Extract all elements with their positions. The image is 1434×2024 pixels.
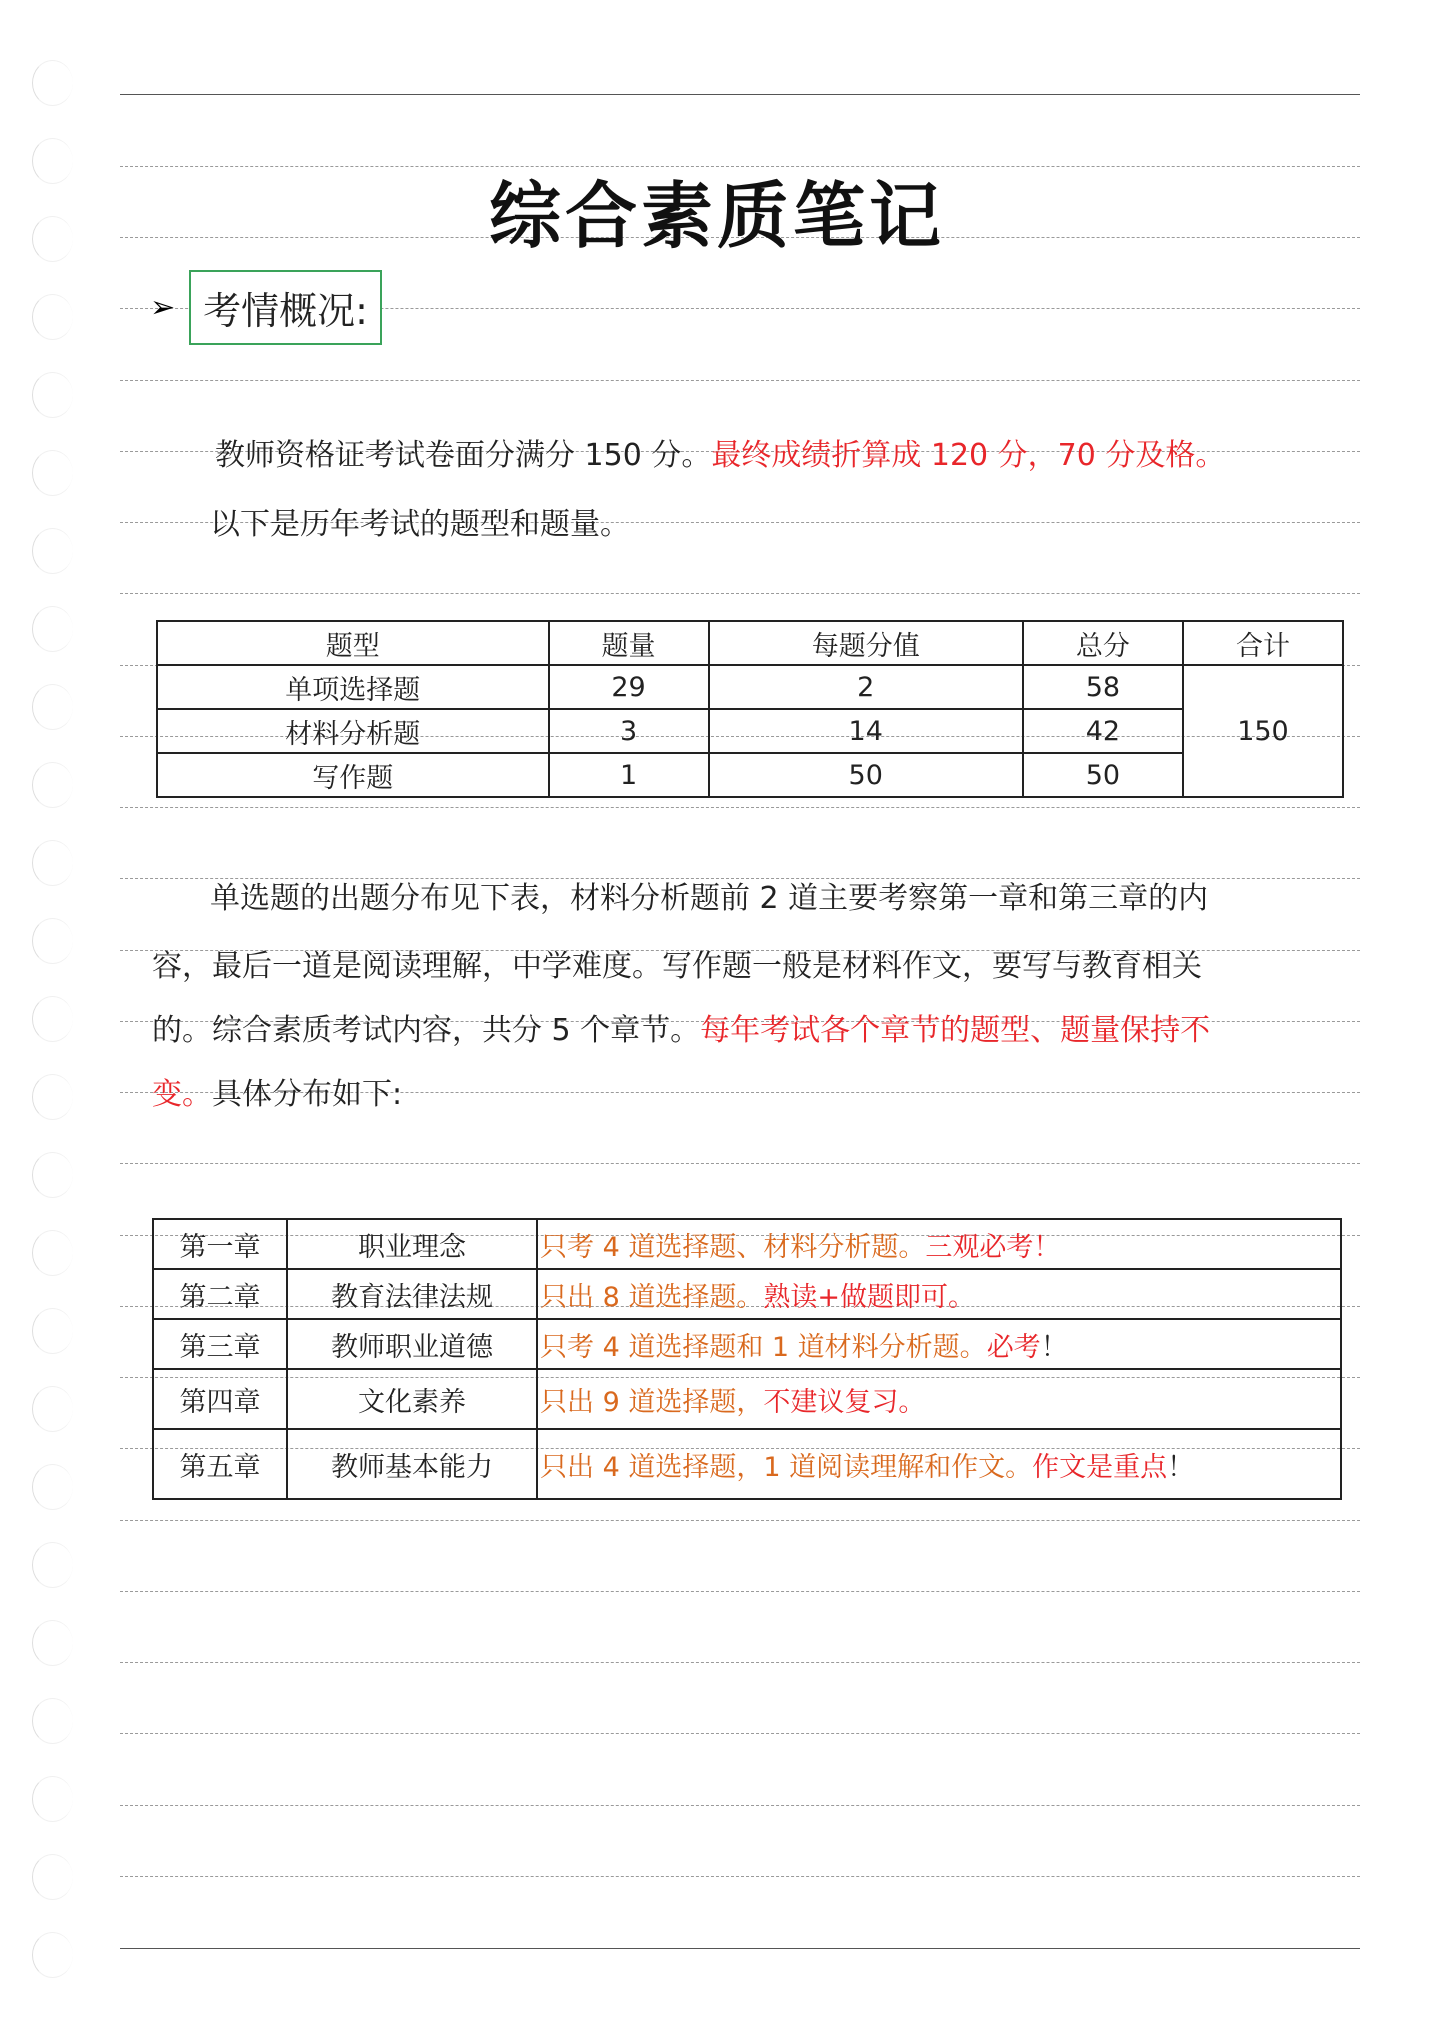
binder-hole [32, 1308, 73, 1354]
binder-hole [32, 996, 73, 1042]
chapter-note-cell [537, 1369, 1341, 1429]
binder-hole [32, 1230, 73, 1276]
table-cell: 50 [1023, 753, 1183, 797]
table-header: 总分 [1023, 621, 1183, 665]
binder-hole [32, 1854, 73, 1900]
chapter-note-cell [537, 1219, 1341, 1269]
bottom-rule [120, 1948, 1360, 1949]
table-header: 题型 [157, 621, 549, 665]
table-cell: 单项选择题 [157, 665, 549, 709]
table-cell: 42 [1023, 709, 1183, 753]
table-cell: 1 [549, 753, 709, 797]
binder-hole [32, 762, 73, 808]
ruled-line [120, 807, 1360, 808]
grand-total-cell: 150 [1183, 665, 1343, 797]
distribution-highlight: 每年考试各个章节的题型、题量保持不 [700, 1013, 1211, 1048]
section-heading [150, 270, 382, 345]
ruled-line [120, 1805, 1360, 1806]
chapter-cell: 第五章 [153, 1429, 287, 1499]
table-cell: 50 [709, 753, 1023, 797]
top-rule [120, 94, 1360, 95]
ruled-line [120, 1876, 1360, 1877]
note-highlight: 作文是重点 [1032, 1451, 1168, 1483]
chapter-note-cell [537, 1269, 1341, 1319]
chapter-name-cell: 职业理念 [287, 1219, 537, 1269]
ruled-line [120, 1591, 1360, 1592]
binder-hole [32, 528, 73, 574]
section-heading-label: 考情概况: [189, 270, 382, 345]
distribution-highlight: 变。 [152, 1077, 212, 1112]
chapter-note-cell [537, 1429, 1341, 1499]
table-cell: 29 [549, 665, 709, 709]
binder-hole [32, 1464, 73, 1510]
ruled-line [120, 1163, 1360, 1164]
intro-text: 教师资格证考试卷面分满分 150 分。 [215, 438, 712, 473]
distribution-line-1: 单选题的出题分布见下表，材料分析题前 2 道主要考察第一章和第三章的内 [210, 881, 1209, 916]
binder-hole [32, 60, 73, 106]
table-row [157, 665, 1343, 709]
table-cell: 58 [1023, 665, 1183, 709]
note-highlight: 不建议复习。 [763, 1386, 926, 1418]
ruled-line [120, 593, 1360, 594]
binder-hole [32, 1932, 73, 1978]
table-cell: 写作题 [157, 753, 549, 797]
page-title: 综合素质笔记 [488, 174, 945, 258]
binder-hole [32, 918, 73, 964]
chapter-cell: 第一章 [153, 1219, 287, 1269]
table-cell: 3 [549, 709, 709, 753]
table-row [153, 1219, 1341, 1269]
table-row [153, 1269, 1341, 1319]
note-text: 只出 8 道选择题。 [540, 1281, 764, 1313]
ruled-line [120, 1733, 1360, 1734]
note-text: 只考 4 道选择题和 1 道材料分析题。 [540, 1331, 987, 1363]
binder-hole [32, 1386, 73, 1432]
binder-hole [32, 606, 73, 652]
table-row [153, 1429, 1341, 1499]
intro-highlight: 最终成绩折算成 120 分，70 分及格。 [711, 438, 1226, 473]
chapter-cell: 第四章 [153, 1369, 287, 1429]
note-tail: ！ [1167, 1451, 1195, 1483]
chapter-name-cell: 教师职业道德 [287, 1319, 537, 1369]
chapter-note-cell [537, 1319, 1341, 1369]
table-cell: 14 [709, 709, 1023, 753]
score-table [156, 620, 1344, 798]
chapter-name-cell: 文化素养 [287, 1369, 537, 1429]
table-row [153, 1369, 1341, 1429]
distribution-line-4 [152, 1077, 403, 1112]
note-highlight: 熟读+做题即可。 [763, 1281, 975, 1313]
binder-hole [32, 684, 73, 730]
ruled-line [120, 1662, 1360, 1663]
table-cell: 2 [709, 665, 1023, 709]
note-highlight: 必考 [986, 1331, 1041, 1363]
table-header-row [157, 621, 1343, 665]
binder-hole [32, 450, 73, 496]
distribution-text: 的。综合素质考试内容，共分 5 个章节。 [152, 1013, 701, 1048]
note-text: 只出 4 道选择题，1 道阅读理解和作文。 [540, 1451, 1033, 1483]
binder-hole [32, 372, 73, 418]
binder-hole [32, 294, 73, 340]
table-row [157, 753, 1343, 797]
chapter-name-cell: 教师基本能力 [287, 1429, 537, 1499]
arrow-bullet-icon: ➢ [150, 290, 176, 325]
intro-line-2: 以下是历年考试的题型和题量。 [210, 507, 630, 542]
binder-hole [32, 840, 73, 886]
binder-hole [32, 1074, 73, 1120]
ruled-line [120, 1520, 1360, 1521]
intro-line-1 [215, 438, 1226, 473]
table-header: 合计 [1183, 621, 1343, 665]
note-text: 只出 9 道选择题， [540, 1386, 764, 1418]
distribution-text: 具体分布如下: [212, 1077, 403, 1112]
binder-hole [32, 1698, 73, 1744]
ruled-line [120, 878, 1360, 879]
binder-hole [32, 1776, 73, 1822]
note-text: 只考 4 道选择题、材料分析题。 [540, 1231, 926, 1263]
binder-hole [32, 1152, 73, 1198]
table-cell: 材料分析题 [157, 709, 549, 753]
table-row [153, 1319, 1341, 1369]
binder-hole [32, 1620, 73, 1666]
note-tail: ！ [1040, 1331, 1068, 1363]
distribution-line-3 [152, 1013, 1211, 1048]
chapter-name-cell: 教育法律法规 [287, 1269, 537, 1319]
chapter-table [152, 1218, 1342, 1500]
chapter-cell: 第二章 [153, 1269, 287, 1319]
binder-hole [32, 1542, 73, 1588]
table-header: 题量 [549, 621, 709, 665]
distribution-line-2: 容，最后一道是阅读理解，中学难度。写作题一般是材料作文，要写与教育相关 [152, 949, 1202, 984]
binder-holes [0, 0, 120, 2024]
table-row [157, 709, 1343, 753]
table-header: 每题分值 [709, 621, 1023, 665]
chapter-cell: 第三章 [153, 1319, 287, 1369]
ruled-line [120, 380, 1360, 381]
note-highlight: 三观必考！ [925, 1231, 1061, 1263]
